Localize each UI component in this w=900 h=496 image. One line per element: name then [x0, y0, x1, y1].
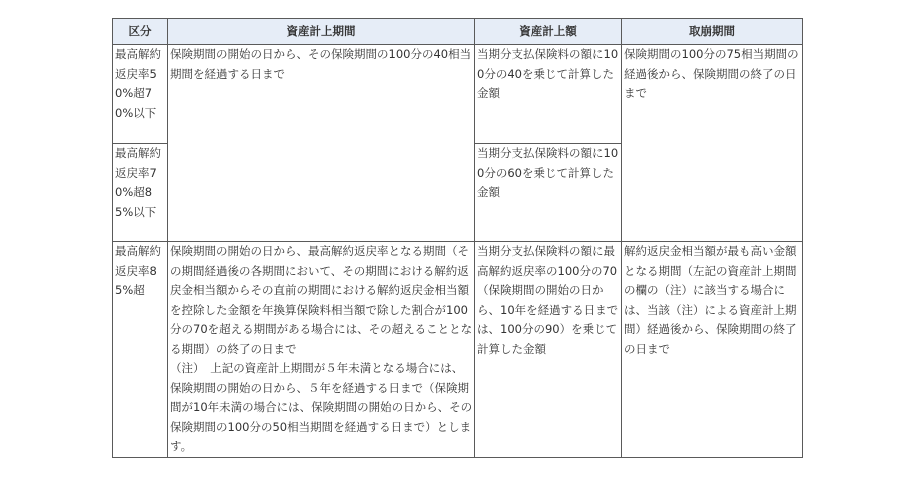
asset-period-text: 保険期間の開始の日から、その保険期間の100分の40相当期間を経過する日まで	[170, 47, 472, 81]
cell-drawdown-period	[622, 45, 803, 242]
table-row	[113, 45, 803, 144]
cell-kubun	[113, 45, 168, 144]
asset-amount-text: 当期分支払保険料の額に最高解約返戻率の100分の70（保険期間の開始の日から、10年を経過する日までは、100分の90）を乗じて計算した金額	[477, 244, 619, 356]
cell-asset-period	[168, 45, 475, 242]
cell-kubun	[113, 242, 168, 458]
cell-asset-period	[168, 242, 475, 458]
asset-amount-text: 当期分支払保険料の額に100分の40を乗じて計算した金額	[477, 47, 619, 100]
asset-period-note: （注） 上記の資産計上期間が５年未満となる場合には、保険期間の開始の日から、５年を経過する日まで（保険期間が10年未満の場合には、保険期間の開始の日から、その保険期間の100分の50相当期間を経過する日まで）とします。	[170, 361, 473, 453]
header-drawdown-period: 取崩期間	[622, 19, 803, 45]
header-asset-period: 資産計上期間	[168, 19, 475, 45]
cell-asset-amount	[475, 45, 622, 144]
asset-period-text: 保険期間の開始の日から、最高解約返戻率となる期間（その期間経過後の各期間において、その期間における解約返戻金相当額からその直前の期間における解約返戻金相当額を控除した金額を年換算保険料相当額で除した割合が100分の70を超える期間がある場合には、その超えることとなる期間）の終了の日まで	[170, 244, 473, 356]
kubun-text: 最高解約返戻率70%超85%以下	[115, 146, 161, 219]
table-header-row	[113, 19, 803, 45]
cell-drawdown-period	[622, 242, 803, 458]
header-kubun: 区分	[113, 19, 168, 45]
drawdown-period-text: 解約返戻金相当額が最も高い金額となる期間（左記の資産計上期間の欄の（注）に該当する場合には、当該（注）による資産計上期間）経過後から、保険期間の終了の日まで	[624, 244, 797, 356]
asset-amount-text: 当期分支払保険料の額に100分の60を乗じて計算した金額	[477, 146, 619, 199]
drawdown-period-text: 保険期間の100分の75相当期間の経過後から、保険期間の終了の日まで	[624, 47, 799, 100]
kubun-text: 最高解約返戻率50%超70%以下	[115, 47, 161, 120]
header-asset-amount: 資産計上額	[475, 19, 622, 45]
kubun-text: 最高解約返戻率85%超	[115, 244, 161, 297]
cell-asset-amount	[475, 242, 622, 458]
table-row	[113, 242, 803, 458]
cell-asset-amount	[475, 144, 622, 242]
cell-kubun	[113, 144, 168, 242]
insurance-asset-table	[112, 18, 803, 458]
